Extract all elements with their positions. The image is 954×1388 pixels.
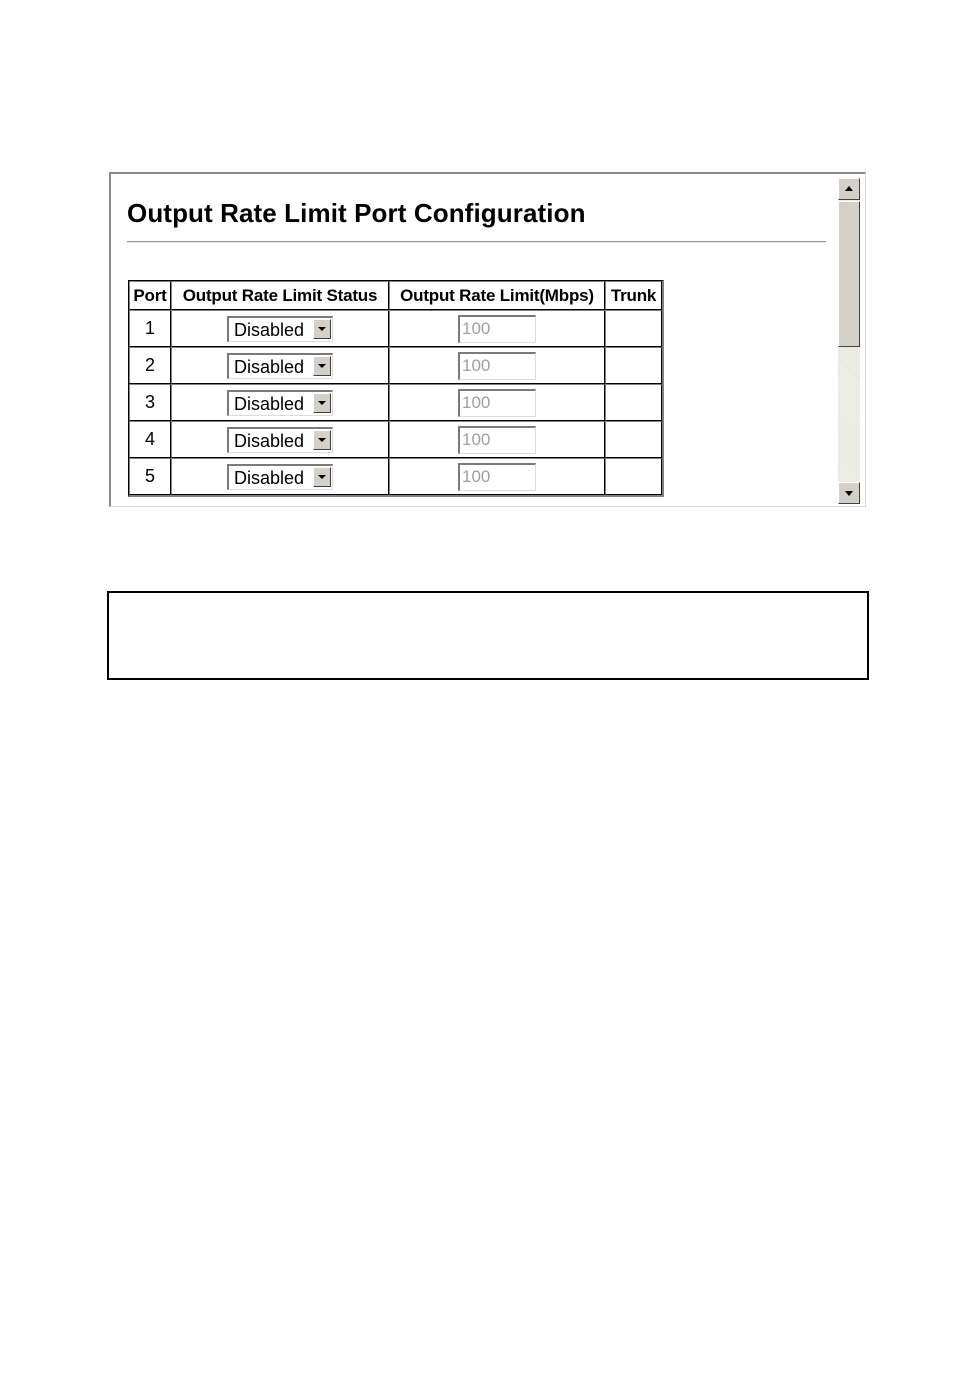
status-cell xyxy=(171,421,389,458)
browser-window xyxy=(109,172,866,507)
header-status: Output Rate Limit Status xyxy=(171,281,389,310)
header-port: Port xyxy=(129,281,171,310)
table-row xyxy=(129,347,662,384)
table-row xyxy=(129,421,662,458)
status-select[interactable] xyxy=(227,464,333,490)
status-select[interactable] xyxy=(227,353,333,379)
title-divider xyxy=(127,241,826,243)
table-row xyxy=(129,310,662,347)
chevron-down-icon[interactable] xyxy=(313,393,331,413)
trunk-cell xyxy=(605,384,662,421)
status-cell xyxy=(171,458,389,495)
vertical-scrollbar[interactable] xyxy=(838,178,860,504)
chevron-down-icon[interactable] xyxy=(313,319,331,339)
limit-cell xyxy=(389,458,605,495)
rate-limit-input[interactable]: 100 xyxy=(458,426,536,454)
header-trunk: Trunk xyxy=(605,281,662,310)
scroll-up-icon[interactable] xyxy=(838,178,860,200)
header-limit: Output Rate Limit(Mbps) xyxy=(389,281,605,310)
status-cell xyxy=(171,347,389,384)
port-cell: 1 xyxy=(129,310,171,347)
table-row xyxy=(129,384,662,421)
limit-cell xyxy=(389,310,605,347)
rate-limit-input[interactable]: 100 xyxy=(458,463,536,491)
port-cell: 3 xyxy=(129,384,171,421)
port-cell: 4 xyxy=(129,421,171,458)
trunk-cell xyxy=(605,347,662,384)
limit-cell xyxy=(389,421,605,458)
port-cell: 2 xyxy=(129,347,171,384)
rate-limit-table xyxy=(128,280,664,497)
scrollbar-thumb[interactable] xyxy=(838,201,860,347)
chevron-down-icon[interactable] xyxy=(313,430,331,450)
status-select-value: Disabled xyxy=(234,467,305,488)
status-select-value: Disabled xyxy=(234,393,305,414)
rate-limit-input[interactable]: 100 xyxy=(458,389,536,417)
status-select[interactable] xyxy=(227,390,333,416)
table-row xyxy=(129,458,662,495)
page-content xyxy=(111,174,838,506)
trunk-cell xyxy=(605,421,662,458)
status-cell xyxy=(171,310,389,347)
limit-cell xyxy=(389,384,605,421)
status-select-value: Disabled xyxy=(234,356,305,377)
table-header-row xyxy=(129,281,662,310)
status-cell xyxy=(171,384,389,421)
chevron-down-icon[interactable] xyxy=(313,356,331,376)
port-cell: 5 xyxy=(129,458,171,495)
trunk-cell xyxy=(605,458,662,495)
status-select[interactable] xyxy=(227,316,333,342)
status-select[interactable] xyxy=(227,427,333,453)
limit-cell xyxy=(389,347,605,384)
trunk-cell xyxy=(605,310,662,347)
scroll-down-icon[interactable] xyxy=(838,482,860,504)
chevron-down-icon[interactable] xyxy=(313,467,331,487)
status-select-value: Disabled xyxy=(234,319,305,340)
rate-limit-input[interactable]: 100 xyxy=(458,315,536,343)
page-title: Output Rate Limit Port Configuration xyxy=(127,198,586,228)
note-box xyxy=(107,591,869,680)
rate-limit-input[interactable]: 100 xyxy=(458,352,536,380)
status-select-value: Disabled xyxy=(234,430,305,451)
